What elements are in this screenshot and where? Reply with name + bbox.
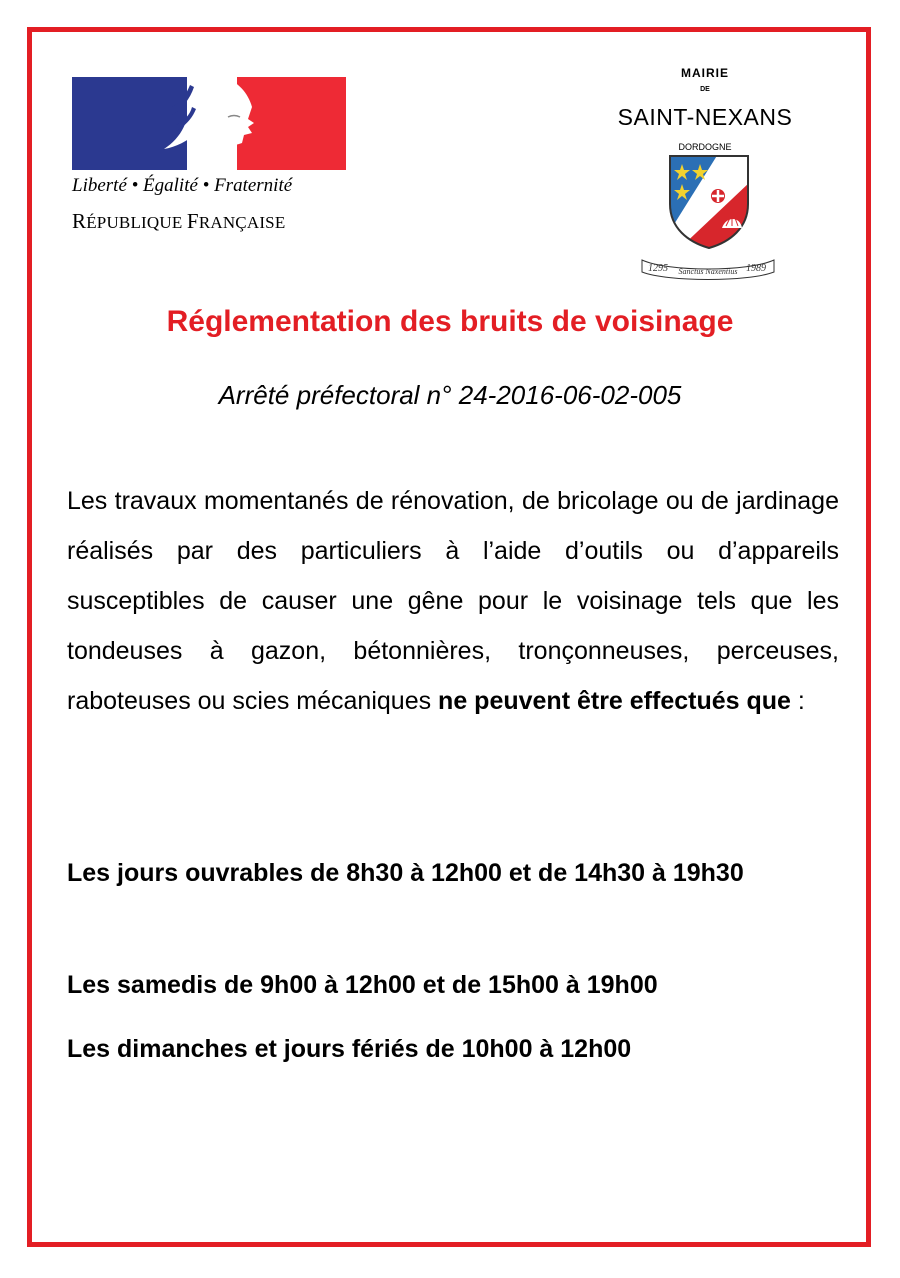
svg-text:Sanctus Naxentius: Sanctus Naxentius — [678, 267, 738, 276]
marianne-flag-icon — [72, 77, 346, 170]
crest-motto-ribbon — [638, 254, 778, 282]
emphasis-text: ne peuvent être effectués que — [438, 687, 791, 715]
mairie-header — [590, 62, 820, 287]
schedule-sundays-holidays: Les dimanches et jours fériés de 10h00 à 12h00 — [67, 1035, 632, 1063]
notice-title: Réglementation des bruits de voisinage — [166, 305, 734, 338]
schedule-weekdays: Les jours ouvrables de 8h30 à 12h00 et de 14h30 à 19h30 — [67, 859, 744, 887]
coat-of-arms-icon — [668, 154, 750, 250]
regulation-paragraph: Les travaux momentanés de rénovation, de bricolage ou de jardinage réalisés par des particuliers à l’aide d’outils ou d’appareils susceptibles de causer une gêne pour le voisinage tels que les tondeuses à gazon, bétonnières, tronçonneuses, perceuses, raboteuses ou scies mécaniques ne peuvent être effectués que : — [67, 487, 839, 715]
mairie-label: MAIRIE — [681, 66, 729, 80]
svg-text:1295: 1295 — [648, 263, 668, 274]
decree-reference: Arrêté préfectoral n° 24-2016-06-02-005 — [218, 380, 682, 410]
mairie-de: DE — [700, 86, 710, 93]
republique-francaise-logo — [72, 77, 352, 242]
department-name: DORDOGNE — [678, 142, 732, 152]
svg-text:1989: 1989 — [746, 263, 766, 274]
republic-name: RÉPUBLIQUE FRANÇAISE — [72, 209, 286, 233]
republic-motto: Liberté • Égalité • Fraternité — [72, 175, 293, 196]
town-name: SAINT-NEXANS — [617, 104, 793, 130]
schedule-saturdays: Les samedis de 9h00 à 12h00 et de 15h00 à 19h00 — [67, 971, 658, 999]
